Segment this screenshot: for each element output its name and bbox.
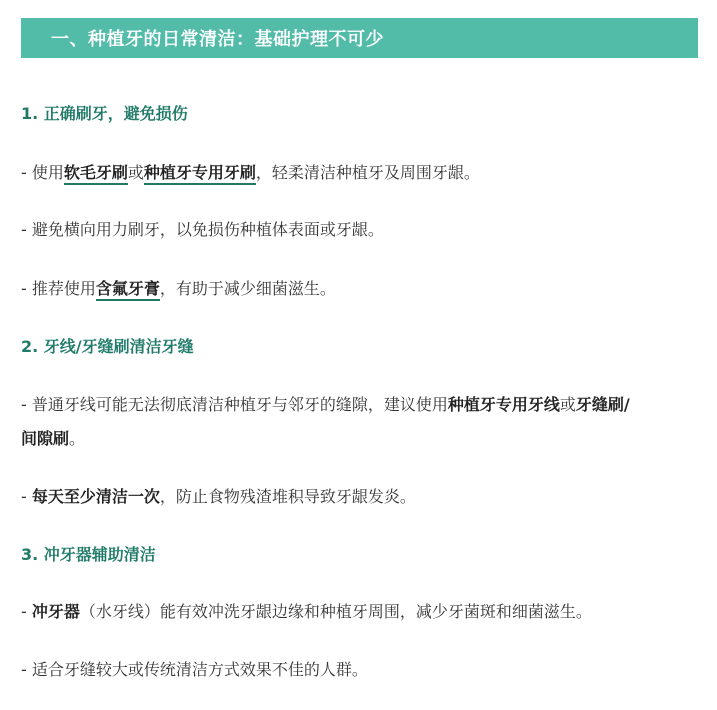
text: - 使用 <box>21 163 64 182</box>
section2-paragraph-2 <box>21 481 701 513</box>
section3-heading: 3. 冲牙器辅助清洁 <box>21 545 156 564</box>
banner-title: 一、种植牙的日常清洁：基础护理不可少 <box>51 29 384 50</box>
text: - <box>21 487 32 506</box>
text: - 推荐使用 <box>21 279 96 298</box>
text: - 普通牙线可能无法彻底清洁种植牙与邻牙的缝隙，建议使用 <box>21 395 448 414</box>
emphasis-interdental-brush: 牙缝刷/ <box>575 395 630 414</box>
text: ，有助于减少细菌滋生。 <box>159 279 336 298</box>
section1-paragraph-2: - 避免横向用力刷牙，以免损伤种植体表面或牙龈。 <box>21 220 384 239</box>
section1-paragraph-1 <box>21 157 701 189</box>
text: ，防止食物残渣堆积导致牙龈发炎。 <box>159 487 416 506</box>
emphasis-implant-brush: 种植牙专用牙刷 <box>144 163 256 185</box>
emphasis-gap-brush: 间隙刷 <box>21 429 70 448</box>
text: 或 <box>559 395 576 414</box>
emphasis-fluoride-toothpaste: 含氟牙膏 <box>96 279 160 301</box>
emphasis-daily-clean: 每天至少清洁一次 <box>31 487 160 506</box>
section2-paragraph-1-line-2 <box>21 423 701 455</box>
emphasis-water-flosser: 冲牙器 <box>31 602 80 621</box>
section1-paragraph-3 <box>21 273 701 305</box>
emphasis-soft-brush: 软毛牙刷 <box>64 163 128 185</box>
emphasis-implant-floss: 种植牙专用牙线 <box>447 395 560 414</box>
text: 或 <box>127 163 144 182</box>
text: （水牙线）能有效冲洗牙龈边缘和种植牙周围，减少牙菌斑和细菌滋生。 <box>79 602 592 621</box>
section3-paragraph-2: - 适合牙缝较大或传统清洁方式效果不佳的人群。 <box>21 660 368 679</box>
section-banner <box>21 18 698 58</box>
section3-paragraph-1 <box>21 596 701 628</box>
text: - <box>21 602 32 621</box>
section1-heading: 1. 正确刷牙，避免损伤 <box>21 104 188 123</box>
text: ，轻柔清洁种植牙及周围牙龈。 <box>255 163 480 182</box>
text: 。 <box>69 429 86 448</box>
section2-heading: 2. 牙线/牙缝刷清洁牙缝 <box>21 337 194 356</box>
section2-paragraph-1-line-1 <box>21 389 701 421</box>
